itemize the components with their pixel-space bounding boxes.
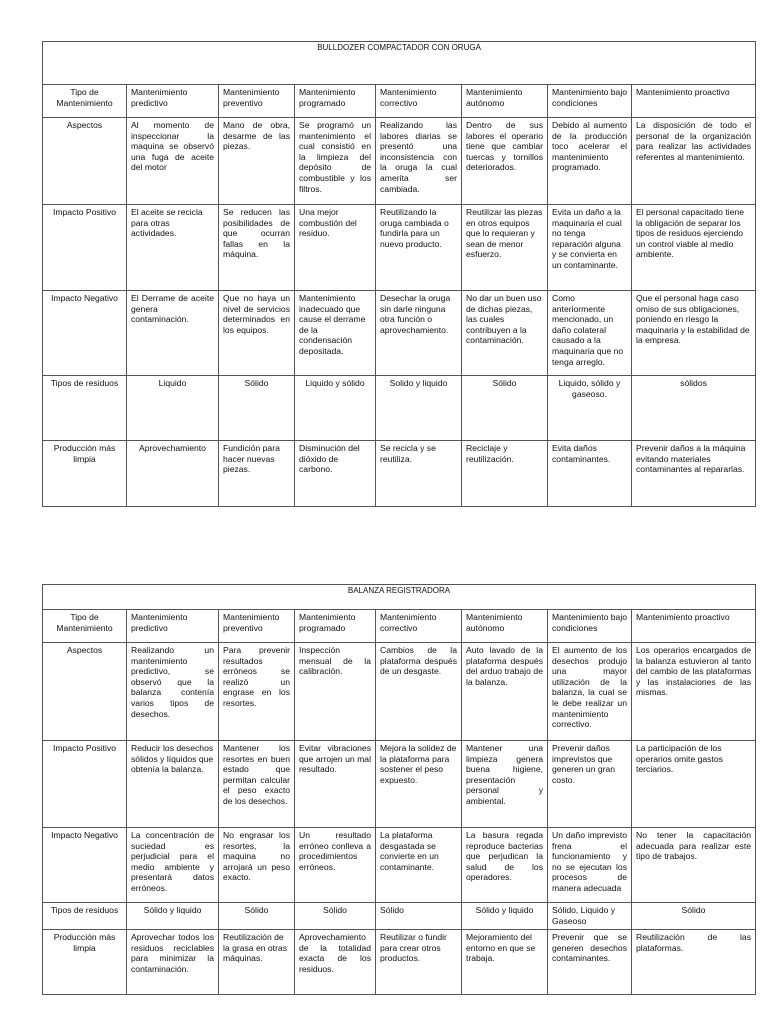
table-cell: Sólido (632, 903, 756, 930)
table-cell: El personal capacitado tiene la obligación de separar los tipos de residuos ejerciendo un control viable al medio ambiente. (632, 205, 756, 291)
table-cell: La concentración de suciedad es perjudicial para el medio ambiente y presentará datos erróneos. (127, 828, 219, 903)
table-cell: Prevenir que se generen desechos contaminantes. (548, 930, 632, 995)
row-label-tipos-residuos: Tipos de residuos (43, 903, 127, 930)
row-label-produccion: Producción más limpia (43, 930, 127, 995)
table-cell: Disminución del dióxido de carbono. (295, 441, 376, 507)
table-cell: Que no haya un nivel de servicios determinados en los equipos. (219, 291, 295, 376)
row-label-aspectos: Aspectos (43, 118, 127, 205)
table-cell: Realizando un mantenimiento predictivo, se observó que la balanza contenía varios tipos de desechos. (127, 643, 219, 741)
table-cell: Realizando las labores diarias se presentó una inconsistencia con la oruga la cual amerita ser cambiada. (376, 118, 462, 205)
row-label-tipo: Tipo de Mantenimiento (43, 610, 127, 643)
table-cell: El Derrame de aceite genera contaminación. (127, 291, 219, 376)
table-cell: Reutilizando la oruga cambiada o fundirla para un nuevo producto. (376, 205, 462, 291)
table-cell: Aprovechar todos los residuos reciclables para minimizar la contaminación. (127, 930, 219, 995)
table-cell: El aumento de los desechos produjo una mayor utilización de la balanza, la cual se le debe realizar un mantenimiento correctivo. (548, 643, 632, 741)
table-cell: Sólido, Liquido y Gaseoso (548, 903, 632, 930)
header-cell: Mantenimiento autónomo (462, 610, 548, 643)
header-cell: Mantenimiento programado (295, 610, 376, 643)
table-cell: Mano de obra, desarme de las piezas. (219, 118, 295, 205)
table-cell: Sólido (376, 903, 462, 930)
table-cell: No tener la capacitación adecuada para realizar este tipo de trabajos. (632, 828, 756, 903)
table-cell: Se programó un mantenimiento el cual consistió en la limpieza del depósito de combustible y los filtros. (295, 118, 376, 205)
table-cell: Se recicla y se reutiliza. (376, 441, 462, 507)
table-cell: Para prevenir resultados erróneos se realizó un engrase en los resortes. (219, 643, 295, 741)
header-cell: Mantenimiento programado (295, 85, 376, 118)
table-cell: Aprovechamiento de la totalidad exacta de los residuos. (295, 930, 376, 995)
table-cell: Liquido, sólido y gaseoso. (548, 376, 632, 441)
table-cell: Al momento de inspeccionar la maquina se observó una fuga de aceite del motor (127, 118, 219, 205)
row-label-impacto-positivo: Impacto Positivo (43, 205, 127, 291)
table-cell: Mejora la solidez de la plataforma para sostener el peso expuesto. (376, 741, 462, 828)
table-cell: Se reducen las posibilidades de que ocurran fallas en la máquina. (219, 205, 295, 291)
table-cell: Auto lavado de la plataforma después del arduo trabajo de la balanza. (462, 643, 548, 741)
table-cell: Sólido (219, 376, 295, 441)
table-cell: Reutilizar las piezas en otros equipos que lo requieran y sean de menor esfuerzo. (462, 205, 548, 291)
header-cell: Mantenimiento correctivo (376, 610, 462, 643)
maintenance-table-bulldozer (42, 41, 756, 507)
row-label-aspectos: Aspectos (43, 643, 127, 741)
header-cell: Mantenimiento proactivo (632, 610, 756, 643)
table-cell: Inspección mensual de la calibración. (295, 643, 376, 741)
table-cell: La disposición de todo el personal de la organización para realizar las actividades referentes al mantenimiento. (632, 118, 756, 205)
table-cell: Un daño imprevisto frena el funcionamiento y no se ejecutan los procesos de manera adecuada (548, 828, 632, 903)
table-cell: Evita daños contaminantes. (548, 441, 632, 507)
header-cell: Mantenimiento autónomo (462, 85, 548, 118)
table-cell: sólidos (632, 376, 756, 441)
table-cell: Los operarios encargados de la balanza estuvieron al tanto del cambio de las plataformas y las instalaciones de las mismas. (632, 643, 756, 741)
table-cell: Reutilización de las plataformas. (632, 930, 756, 995)
row-label-tipos-residuos: Tipos de residuos (43, 376, 127, 441)
table-cell: Cambios de la plataforma después de un desgaste. (376, 643, 462, 741)
table-cell: Mantenimiento inadecuado que cause el derrame de la condensación depositada. (295, 291, 376, 376)
row-label-produccion: Producción más limpia (43, 441, 127, 507)
table-cell: La participación de los operarios omite gastos terciarios. (632, 741, 756, 828)
table-cell: Mantener una limpieza genera buena higiene, presentación personal y ambiental. (462, 741, 548, 828)
row-label-tipo: Tipo de Mantenimiento (43, 85, 127, 118)
table-cell: Reciclaje y reutilización. (462, 441, 548, 507)
table-cell: Fundición para hacer nuevas piezas. (219, 441, 295, 507)
table-cell: La basura regada reproduce bacterias que perjudican la salud de los operadores. (462, 828, 548, 903)
table-cell: El aceite se recicla para otras actividades. (127, 205, 219, 291)
table-cell: Sólido (295, 903, 376, 930)
table-cell: Sólido y liquido (127, 903, 219, 930)
table-cell: Desechar la oruga sin darle ninguna otra función o aprovechamiento. (376, 291, 462, 376)
header-cell: Mantenimiento correctivo (376, 85, 462, 118)
table-title: BALANZA REGISTRADORA (43, 585, 756, 610)
table-cell: Evitar vibraciones que arrojen un mal resultado. (295, 741, 376, 828)
table-cell: No engrasar los resortes, la maquina no arrojará un peso exacto. (219, 828, 295, 903)
maintenance-table-balanza (42, 584, 756, 995)
table-cell: Que el personal haga caso omiso de sus obligaciones, poniendo en riesgo la maquinaria y la estabilidad de la empresa. (632, 291, 756, 376)
table-cell: Mantener los resortes en buen estado que permitan calcular el peso exacto de los desechos. (219, 741, 295, 828)
table-cell: Dentro de sus labores el operario tiene que cambiar tuercas y tornillos deteriorados. (462, 118, 548, 205)
table-cell: Liquido y sólido (295, 376, 376, 441)
table-title: BULLDOZER COMPACTADOR CON ORUGA (43, 42, 756, 85)
header-cell: Mantenimiento predictivo (127, 610, 219, 643)
table-cell: Reutilización de la grasa en otras máquinas. (219, 930, 295, 995)
table-cell: Prevenir daños imprevistos que generen un gran costo. (548, 741, 632, 828)
table-cell: La plataforma desgastada se convierte en un contaminante. (376, 828, 462, 903)
table-cell: Sólido (462, 376, 548, 441)
header-cell: Mantenimiento preventivo (219, 610, 295, 643)
table-cell: Como anteriormente mencionado, un daño colateral causado a la maquinaria que no tenga arreglo. (548, 291, 632, 376)
table-cell: Prevenir daños a la máquina evitando materiales contaminantes al repararlas. (632, 441, 756, 507)
table-cell: Evita un daño a la maquinaria el cual no tenga reparación alguna y se convierta en un contaminante. (548, 205, 632, 291)
table-cell: Reutilizar o fundir para crear otros productos. (376, 930, 462, 995)
header-cell: Mantenimiento bajo condiciones (548, 610, 632, 643)
table-cell: Una mejor combustión del residuo. (295, 205, 376, 291)
table-cell: Mejoramiento del entorno en que se trabaja. (462, 930, 548, 995)
table-cell: Un resultado erróneo conlleva a procedimientos erróneos. (295, 828, 376, 903)
table-cell: Liquido (127, 376, 219, 441)
header-cell: Mantenimiento predictivo (127, 85, 219, 118)
row-label-impacto-negativo: Impacto Negativo (43, 291, 127, 376)
header-cell: Mantenimiento proactivo (632, 85, 756, 118)
table-cell: Solido y liquido (376, 376, 462, 441)
table-cell: Debido al aumento de la producción toco acelerar el mantenimiento programado. (548, 118, 632, 205)
table-cell: No dar un buen uso de dichas piezas, las cuales contribuyen a la contaminación. (462, 291, 548, 376)
table-cell: Aprovechamiento (127, 441, 219, 507)
table-cell: Reducir los desechos sólidos y líquidos que obtenía la balanza. (127, 741, 219, 828)
table-cell: Sólido (219, 903, 295, 930)
table-cell: Sólido y liquido (462, 903, 548, 930)
row-label-impacto-negativo: Impacto Negativo (43, 828, 127, 903)
header-cell: Mantenimiento preventivo (219, 85, 295, 118)
row-label-impacto-positivo: Impacto Positivo (43, 741, 127, 828)
header-cell: Mantenimiento bajo condiciones (548, 85, 632, 118)
